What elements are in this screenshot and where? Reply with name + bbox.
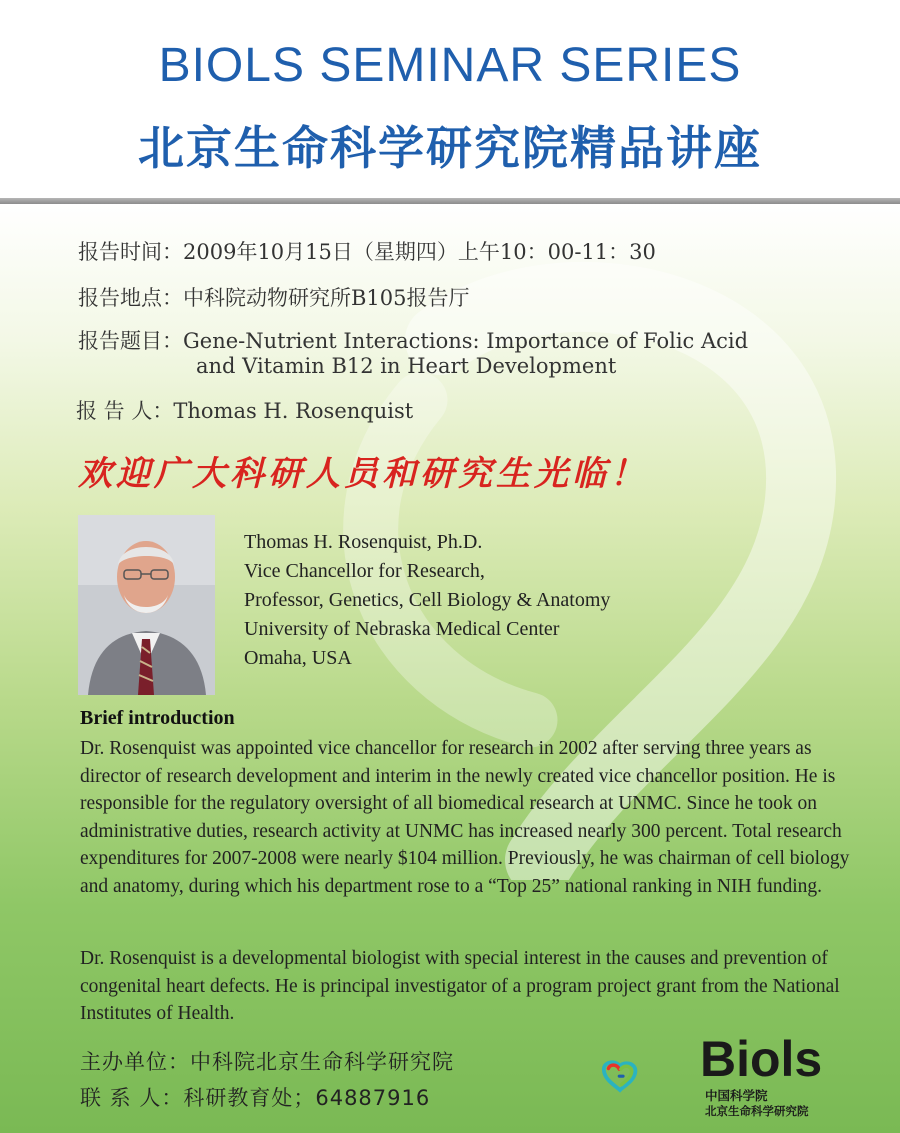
title-chinese: 北京生命科学研究院精品讲座 — [138, 121, 762, 175]
speaker-card — [244, 528, 610, 673]
info-time — [78, 236, 656, 266]
info-place — [78, 282, 470, 312]
time-value: 2009年10月15日（星期四）上午10：00-11：30 — [183, 240, 656, 264]
footer-contact: 联 系 人：科研教育处；64887916 — [80, 1086, 431, 1110]
info-topic — [78, 325, 748, 355]
topic-label: 报告题目： — [78, 329, 183, 353]
logo-subtitle-2: 北京生命科学研究院 — [705, 1104, 809, 1118]
intro-paragraph-2: Dr. Rosenquist is a developmental biologist with special interest in the causes and prevention of congenital heart defects. He is principal investigator of a program project grant from the National Institutes of Health. — [80, 948, 840, 1024]
speaker-dept: Professor, Genetics, Cell Biology & Anatomy — [244, 589, 611, 611]
speaker-name: Thomas H. Rosenquist, Ph.D. — [244, 531, 483, 553]
header-divider — [0, 198, 900, 204]
logo-subtitle-1: 中国科学院 — [705, 1088, 768, 1103]
welcome-banner: 欢迎广大科研人员和研究生光临！ — [78, 454, 648, 494]
speaker-value: Thomas H. Rosenquist — [173, 399, 414, 423]
info-speaker — [76, 395, 413, 425]
speaker-label: 报 告 人： — [76, 399, 174, 423]
speaker-location: Omaha, USA — [244, 647, 352, 669]
biols-logo-icon — [600, 1030, 700, 1120]
place-label: 报告地点： — [78, 286, 183, 310]
place-value: 中科院动物研究所B105报告厅 — [183, 286, 470, 310]
topic-line-2: and Vitamin B12 in Heart Development — [196, 354, 617, 378]
topic-line-1: Gene-Nutrient Interactions: Importance of Folic Acid — [183, 329, 749, 353]
speaker-role: Vice Chancellor for Research, — [244, 560, 485, 582]
intro-title: Brief introduction — [80, 707, 235, 729]
logo-text: Biols — [700, 1031, 823, 1087]
title-english: BIOLS SEMINAR SERIES — [158, 39, 742, 92]
speaker-photo — [78, 515, 215, 695]
intro-paragraph-1: Dr. Rosenquist was appointed vice chancellor for research in 2002 after serving three years as director of research development and interim in the newly created vice chancellor position. He is responsible for the regulatory oversight of all biomedical research at UNMC. Since he took on administrative duties, research activity at UNMC has increased nearly 300 percent. Total research expenditures for 2007-2008 were nearly $104 million. Previously, he was chairman of cell biology and anatomy, during which his department rose to a “Top 25” national ranking in NIH funding. — [80, 738, 850, 897]
speaker-institution: University of Nebraska Medical Center — [244, 618, 560, 640]
time-label: 报告时间： — [78, 240, 183, 264]
footer-host: 主办单位：中科院北京生命科学研究院 — [80, 1050, 454, 1074]
